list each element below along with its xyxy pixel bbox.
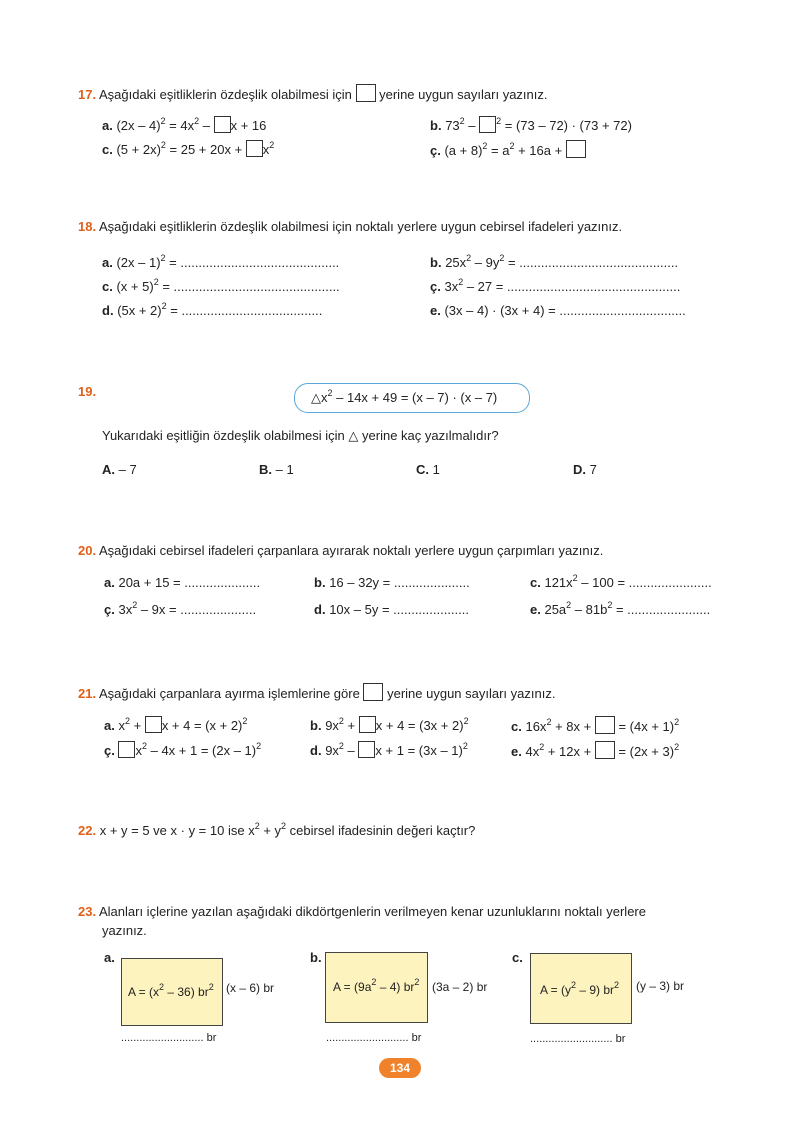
q21-item-e: e. $4x^2 + 12x$ + = $(2x + 3)^2$: [511, 742, 680, 759]
question-number: 20.: [78, 543, 97, 558]
rectangle-side: (3a – 2) br: [432, 980, 488, 994]
option-b[interactable]: B. – 1: [259, 462, 294, 477]
triangle-icon: △: [348, 428, 359, 443]
q20-item-d[interactable]: d. 10x – 5y = .....................: [314, 602, 469, 617]
option-d[interactable]: D. 7: [573, 462, 597, 477]
q23-intro: 23. Alanları içlerine yazılan aşağıdaki dikdörtgenlerin verilmeyen kenar uzunluklarını noktalı yerlere: [78, 904, 646, 919]
question-number: 21.: [78, 686, 97, 701]
rectangle-side: (x – 6) br: [226, 981, 275, 995]
rectangle-area: $A = (x^2 - 36)$ $br^2$: [128, 982, 214, 999]
q21-item-c: c. $16x^2 + 8x$ + = $(4x + 1)^2$: [511, 717, 680, 734]
rectangle-area: $A = (y^2 - 9)$ $br^2$: [540, 980, 620, 997]
question-number: 18.: [78, 219, 97, 234]
q23-intro-line2: yazınız.: [102, 923, 147, 938]
q20-item-e[interactable]: e. $25a^2 - 81b^2$ = .......................: [530, 600, 711, 617]
answer-box[interactable]: [358, 741, 375, 758]
q20-item-c-cedilla[interactable]: ç. $3x^2 - 9x$ = .....................: [104, 600, 257, 617]
answer-box[interactable]: [359, 716, 376, 733]
answer-box[interactable]: [479, 116, 496, 133]
answer-box[interactable]: [145, 716, 162, 733]
option-a[interactable]: A. – 7: [102, 462, 137, 477]
q17-item-c: c. $(5 + 2x)^2 = 25 + 20x + x^2$: [102, 140, 275, 157]
q21-item-b: b. $9x^2 + x + 4 = (3x + 2)^2$: [310, 716, 469, 733]
rect-label: b.: [310, 950, 322, 965]
q22-text: 22. x + y = 5 ve x · y = 10 ise $x^2 + y^2$ cebirsel ifadesinin değeri kaçtır?: [78, 821, 476, 838]
answer-box[interactable]: [595, 741, 615, 759]
q17-intro: 17. Aşağıdaki eşitliklerin özdeşlik olabilmesi için yerine uygun sayıları yazınız.: [78, 84, 547, 102]
option-c[interactable]: C. 1: [416, 462, 440, 477]
q20-item-a[interactable]: a. 20a + 15 = .....................: [104, 575, 261, 590]
q18-item-b[interactable]: b. $25x^2 - 9y^2$ = ............................................: [430, 253, 679, 270]
q18-item-e[interactable]: e. (3x – 4) · (3x + 4) = ...................................: [430, 303, 686, 318]
q21-item-c-cedilla: ç. $x^2 - 4x + 1 = (2x - 1)^2$: [104, 741, 262, 758]
answer-box[interactable]: [566, 140, 586, 158]
q21-item-d: d. $9x^2 - x + 1 = (3x - 1)^2$: [310, 741, 468, 758]
rect-label: c.: [512, 950, 523, 965]
q20-item-c[interactable]: c. $121x^2 - 100$ = .......................: [530, 573, 712, 590]
question-number: 22.: [78, 823, 97, 838]
rectangle-side: (y – 3) br: [636, 979, 685, 993]
q21-item-a: a. $x^2 + x + 4 = (x + 2)^2$: [104, 716, 248, 733]
answer-box[interactable]: [214, 116, 231, 133]
answer-box[interactable]: [246, 140, 263, 157]
answer-blank[interactable]: ........................... br: [530, 1033, 626, 1045]
q21-intro: 21. Aşağıdaki çarpanlara ayırma işlemlerine göre yerine uygun sayıları yazınız.: [78, 683, 555, 701]
q18-item-c[interactable]: c. $(x + 5)^2$ = ..............................................: [102, 277, 340, 294]
answer-blank[interactable]: ........................... br: [326, 1032, 422, 1044]
triangle-icon: △: [311, 390, 321, 405]
question-number: 19.: [78, 384, 97, 399]
q18-item-c-cedilla[interactable]: ç. $3x^2 - 27$ = ................................................: [430, 277, 681, 294]
answer-blank[interactable]: ........................... br: [121, 1032, 217, 1044]
q18-intro: 18. Aşağıdaki eşitliklerin özdeşlik olabilmesi için noktalı yerlere uygun cebirsel ifadeleri yazınız.: [78, 219, 623, 234]
q17-item-b: b. $73^2 - ^2 = (73 - 72) \cdot (73 + 72)$: [430, 116, 632, 133]
answer-box: [356, 84, 376, 102]
q18-item-d[interactable]: d. $(5x + 2)^2$ = .......................................: [102, 301, 323, 318]
q20-item-b[interactable]: b. 16 – 32y = .....................: [314, 575, 470, 590]
q19-question: Yukarıdaki eşitliğin özdeşlik olabilmesi için △ yerine kaç yazılmalıdır?: [102, 428, 499, 443]
q19-formula: $\triangle x^2 - 14x + 49 = (x - 7) \cdot (x - 7)$: [311, 388, 498, 405]
q18-item-a[interactable]: a. (2x – 1)$^2$ = ............................................: [102, 253, 340, 270]
page-number: 134: [379, 1058, 421, 1078]
question-number: 23.: [78, 904, 97, 919]
answer-box[interactable]: [118, 741, 135, 758]
q20-intro: 20. Aşağıdaki cebirsel ifadeleri çarpanlara ayırarak noktalı yerlere uygun çarpımları yazınız.: [78, 543, 604, 558]
q17-item-c-cedilla: ç. $(a + 8)^2 = a^2 + 16a$ +: [430, 140, 586, 158]
rect-label: a.: [104, 950, 115, 965]
rectangle-area: $A = (9a^2 - 4)$ $br^2$: [333, 977, 420, 994]
answer-box[interactable]: [595, 716, 615, 734]
question-number: 17.: [78, 87, 97, 102]
q17-item-a: a. $(2x - 4)^2 = 4x^2 - x + 16$: [102, 116, 267, 133]
answer-box: [363, 683, 383, 701]
